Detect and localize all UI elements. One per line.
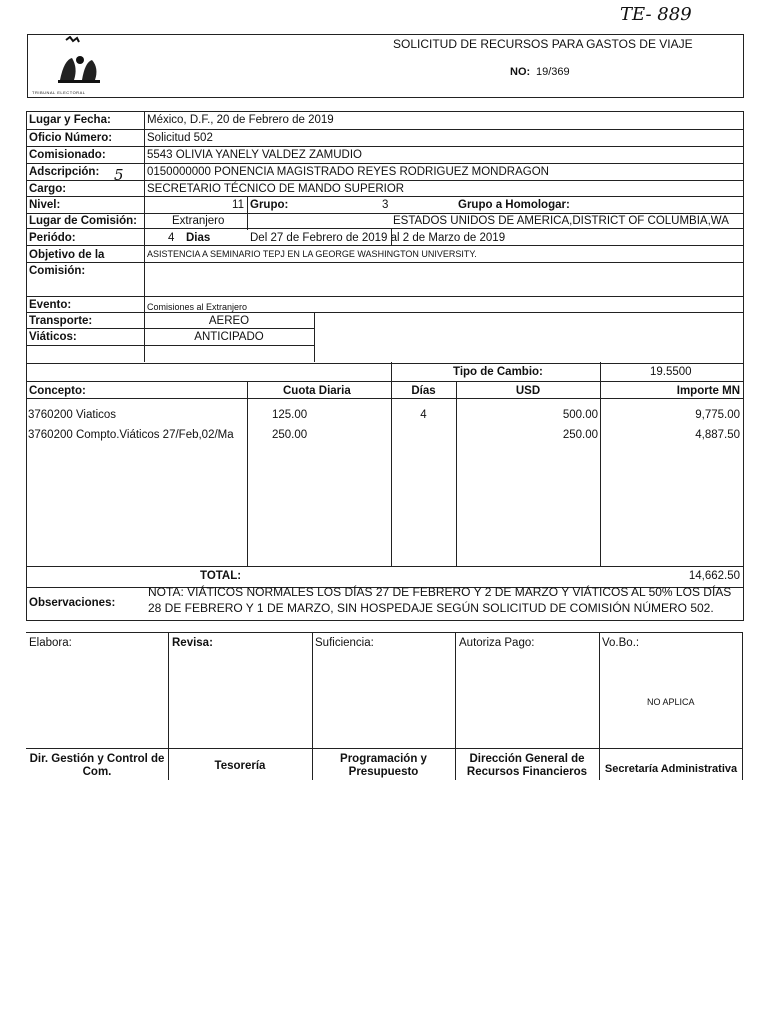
observaciones-label: Observaciones:: [29, 597, 116, 609]
adscripcion-value: 0150000000 PONENCIA MAGISTRADO REYES RODRIGUEZ MONDRAGON: [147, 166, 549, 178]
row1-concepto: 3760200 Viaticos: [28, 409, 117, 421]
viaticos-label: Viáticos:: [29, 331, 77, 343]
lugar-comision-value: Extranjero: [172, 215, 225, 227]
oficio-label: Oficio Número:: [29, 132, 113, 144]
header-cuota: Cuota Diaria: [283, 385, 351, 397]
header-dias: Días: [411, 385, 436, 397]
sig-footer-3-line1: Programación y: [340, 753, 427, 765]
sig-revisa-header: Revisa:: [172, 637, 213, 649]
header-usd: USD: [515, 385, 541, 397]
header-concepto: Concepto:: [29, 385, 86, 397]
homologar-label: Grupo a Homologar:: [458, 199, 570, 211]
logo: [52, 36, 107, 90]
tipo-cambio-label: Tipo de Cambio:: [453, 366, 543, 378]
nivel-value: 11: [232, 199, 244, 211]
sig-footer-5: Secretaría Administrativa: [604, 763, 738, 775]
sig-autoriza-header: Autoriza Pago:: [459, 637, 535, 649]
row1-dias: 4: [420, 409, 427, 421]
observaciones-line2: 28 DE FEBRERO Y 1 DE MARZO, SIN HOSPEDAJE SEGÚN SOLICITUD DE COMISIÓN NÚMERO 502.: [148, 601, 714, 615]
vobo-note: NO APLICA: [647, 697, 695, 707]
handwritten-reference: TE- 889: [620, 4, 692, 25]
tipo-cambio-value: 19.5500: [650, 366, 692, 378]
objetivo-label-1: Objetivo de la: [29, 249, 105, 261]
no-value: 19/369: [536, 66, 570, 78]
grupo-label: Grupo:: [250, 199, 289, 211]
grupo-value: 3: [382, 199, 389, 211]
court-logo-icon: [52, 36, 107, 90]
periodo-dias-label: Dias: [186, 232, 211, 244]
comisionado-label: Comisionado:: [29, 149, 106, 161]
objetivo-label-2: Comisión:: [29, 265, 86, 277]
destino-value: ESTADOS UNIDOS DE AMERICA,DISTRICT OF COLUMBIA,WA: [393, 215, 729, 227]
evento-label: Evento:: [29, 299, 72, 311]
transporte-label: Transporte:: [29, 315, 93, 327]
row2-cuota: 250.00: [272, 429, 308, 441]
lugar-fecha-label: Lugar y Fecha:: [29, 114, 111, 126]
lugar-fecha-value: México, D.F., 20 de Febrero de 2019: [147, 114, 334, 126]
total-value: 14,662.50: [688, 570, 740, 582]
cargo-label: Cargo:: [29, 183, 67, 195]
sig-footer-1-line1: Dir. Gestión y Control de: [29, 753, 165, 765]
row2-usd: 250.00: [562, 429, 598, 441]
viaticos-value: ANTICIPADO: [194, 331, 264, 343]
row1-importe: 9,775.00: [695, 409, 740, 421]
sig-footer-2: Tesorería: [214, 760, 266, 772]
nivel-label: Nivel:: [29, 199, 61, 211]
logo-caption: TRIBUNAL ELECTORAL: [32, 90, 86, 95]
total-label: TOTAL:: [200, 570, 242, 582]
sig-footer-4-line2: Recursos Financieros: [466, 766, 588, 778]
no-label: NO:: [510, 66, 531, 78]
comisionado-value: 5543 OLIVIA YANELY VALDEZ ZAMUDIO: [147, 149, 362, 161]
transporte-value: AEREO: [208, 315, 250, 327]
observaciones-line1: NOTA: VIÁTICOS NORMALES LOS DÍAS 27 DE FEBRERO Y 2 DE MARZO Y VIÁTICOS AL 50% LOS DÍAS: [148, 585, 732, 599]
sig-suficiencia-header: Suficiencia:: [315, 637, 374, 649]
evento-value: Comisiones al Extranjero: [147, 302, 248, 312]
sig-elabora-header: Elabora:: [29, 637, 72, 649]
sig-footer-1-line2: Com.: [82, 766, 112, 778]
periodo-dias-num: 4: [168, 232, 175, 244]
periodo-label: Periódo:: [29, 232, 76, 244]
adscripcion-label: Adscripción:: [29, 166, 100, 178]
row2-concepto: 3760200 Compto.Viáticos 27/Feb,02/Ma: [28, 429, 234, 441]
handwritten-mark: 5: [114, 166, 124, 184]
lugar-comision-label: Lugar de Comisión:: [29, 215, 137, 227]
cargo-value: SECRETARIO TÉCNICO DE MANDO SUPERIOR: [147, 183, 405, 195]
document-title: SOLICITUD DE RECURSOS PARA GASTOS DE VIAJE: [393, 37, 693, 51]
header-importe: Importe MN: [676, 385, 740, 397]
sig-footer-4-line1: Dirección General de: [469, 753, 585, 765]
sig-footer-3-line2: Presupuesto: [348, 766, 419, 778]
row1-cuota: 125.00: [272, 409, 308, 421]
periodo-value: Del 27 de Febrero de 2019 al 2 de Marzo de 2019: [250, 232, 506, 244]
row1-usd: 500.00: [562, 409, 598, 421]
objetivo-value: ASISTENCIA A SEMINARIO TEPJ EN LA GEORGE WASHINGTON UNIVERSITY.: [147, 249, 477, 259]
row2-importe: 4,887.50: [695, 429, 740, 441]
oficio-value: Solicitud 502: [147, 132, 213, 144]
sig-vobo-header: Vo.Bo.:: [602, 637, 640, 649]
